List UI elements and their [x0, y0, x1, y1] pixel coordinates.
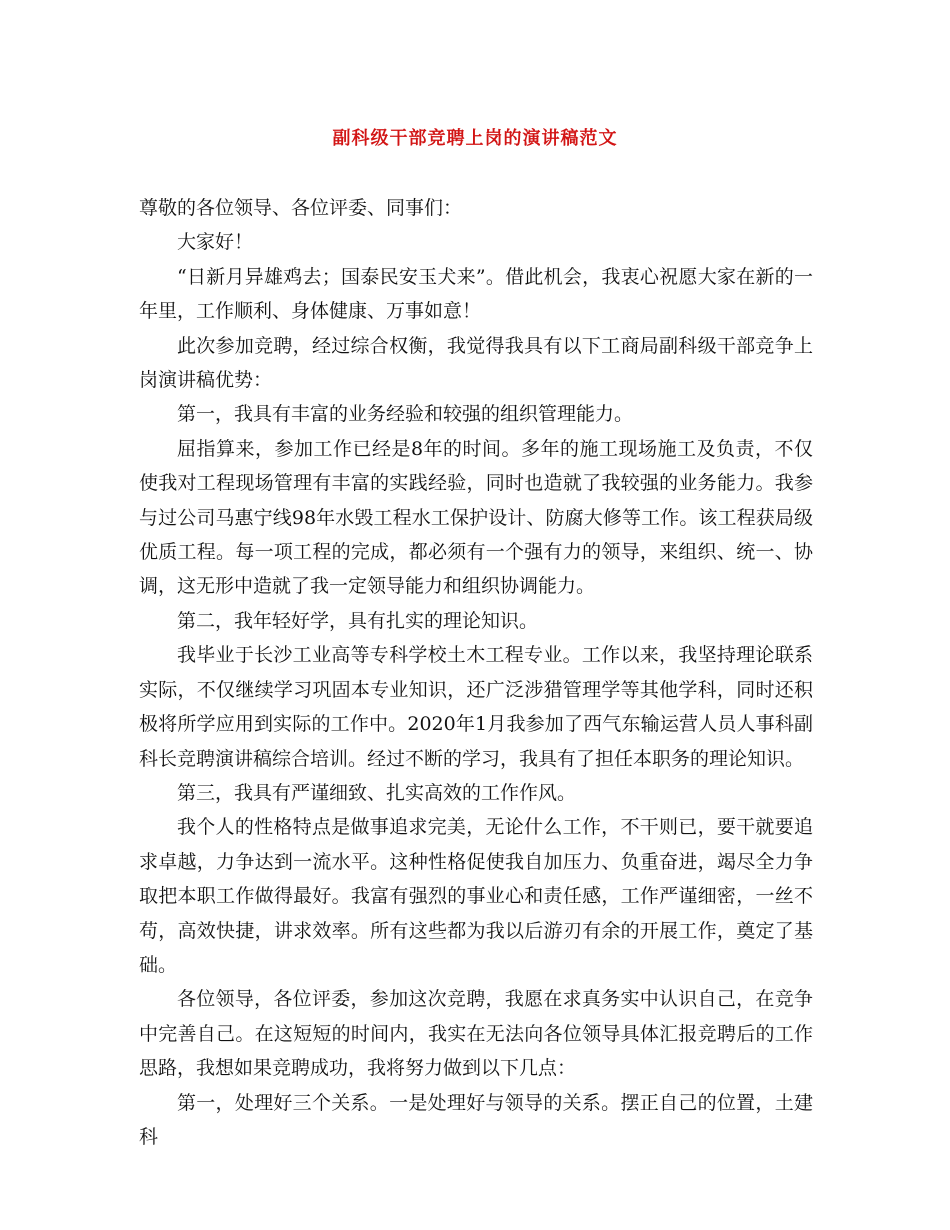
paragraph: 我个人的性格特点是做事追求完美，无论什么工作，不干则已，要干就要追求卓越，力争达到一流水平。这种性格促使我自加压力、负重奋进，竭尽全力争取把本职工作做得最好。我富有强烈的事业心和责任感，工作严谨细密，一丝不苟，高效快捷，讲求效率。所有这些都为我以后游刃有余的开展工作，奠定了基础。 — [139, 816, 813, 976]
paragraph: 第一，我具有丰富的业务经验和较强的组织管理能力。 — [177, 403, 634, 426]
document-body — [139, 191, 813, 1154]
paragraph: 屈指算来，参加工作已经是8年的时间。多年的施工现场施工及负责，不仅使我对工程现场管理有丰富的实践经验，同时也造就了我较强的业务能力。我参与过公司马惠宁线98年水毁工程水工保护设计、防腐大修等工作。该工程获局级优质工程。每一项工程的完成，都必须有一个强有力的领导，来组织、统一、协调，这无形中造就了我一定领导能力和组织协调能力。 — [139, 437, 813, 598]
paragraph: 此次参加竞聘，经过综合权衡，我觉得我具有以下工商局副科级干部竞争上岗演讲稿优势： — [139, 334, 813, 392]
salutation: 尊敬的各位领导、各位评委、同事们： — [139, 197, 463, 219]
paragraph: 各位领导，各位评委，参加这次竞聘，我愿在求真务实中认识自己，在竞争中完善自己。在这短短的时间内，我实在无法向各位领导具体汇报竞聘后的工作思路，我想如果竞聘成功，我将努力做到以下几点： — [139, 988, 813, 1080]
paragraph: “日新月异雄鸡去；国泰民安玉犬来”。借此机会，我衷心祝愿大家在新的一年里，工作顺利、身体健康、万事如意！ — [139, 265, 813, 323]
document-title: 副科级干部竞聘上岗的演讲稿范文 — [332, 128, 618, 149]
paragraph: 大家好！ — [177, 231, 254, 254]
paragraph: 第三，我具有严谨细致、扎实高效的工作作风。 — [177, 781, 577, 804]
paragraph: 第一，处理好三个关系。一是处理好与领导的关系。摆正自己的位置，土建科 — [139, 1091, 813, 1148]
paragraph: 我毕业于长沙工业高等专科学校土木工程专业。工作以来，我坚持理论联系实际，不仅继续学习巩固本专业知识，还广泛涉猎管理学等其他学科，同时还积极将所学应用到实际的工作中。2020年1月我参加了西气东输运营人员人事科副科长竞聘演讲稿综合培训。经过不断的学习，我具有了担任本职务的理论知识。 — [139, 644, 813, 770]
paragraph: 第二，我年轻好学，具有扎实的理论知识。 — [177, 609, 539, 632]
